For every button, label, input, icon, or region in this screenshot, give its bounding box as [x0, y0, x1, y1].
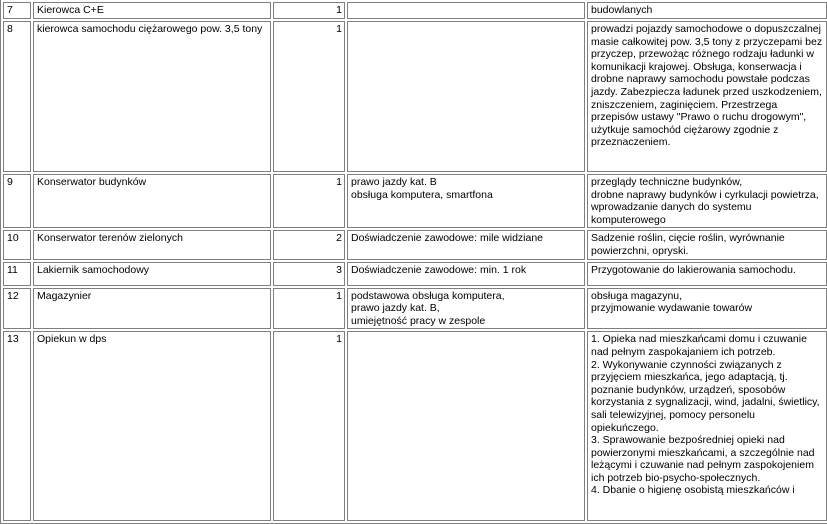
requirements-cell	[347, 230, 585, 259]
description-text: przyjmowanie wydawanie towarów	[591, 302, 753, 315]
requirement-line: Doświadczenie zawodowe: mile widziane	[351, 232, 544, 245]
requirement-line: obsługa komputera, smartfona	[351, 188, 493, 201]
position-name: kierowca samochodu ciężarowego pow. 3,5 tony	[33, 21, 271, 172]
requirements-cell	[347, 2, 585, 19]
description-cell	[587, 21, 827, 172]
description-text: prowadzi pojazdy samochodowe o dopuszczalnej masie całkowitej pow. 3,5 tony z przyczepami bez przyczep, przewożąc różnego rodzaju ładunki w komunikacji krajowej. Obsługa, konserwacja i drobne naprawy samochodu powstałe podczas jazdy. Zabezpiecza ładunek przed uszkodzeniem, zniszczeniem, zaginięciem. Przestrzega przepisów ustawy "Prawo o ruchu drogowym", użytkuje samochód ciężarowy zgodnie z przeznaczeniem.	[591, 23, 823, 149]
description-text: obsługa magazynu,	[591, 289, 683, 302]
position-name: Kierowca C+E	[33, 2, 271, 19]
position-name: Lakiernik samochodowy	[33, 262, 271, 286]
requirements-cell	[347, 21, 585, 172]
description-cell	[587, 230, 827, 259]
requirement-line: umiejętność pracy w zespole	[351, 314, 486, 327]
description-cell	[587, 174, 827, 228]
description-cell	[587, 2, 827, 19]
requirement-line: prawo jazdy kat. B,	[351, 302, 440, 315]
vacancy-count: 3	[273, 262, 345, 286]
table-body	[3, 2, 827, 521]
vacancy-count: 1	[273, 2, 345, 19]
row-number: 12	[3, 288, 31, 330]
requirements-cell	[347, 331, 585, 521]
requirements-cell	[347, 262, 585, 286]
row-number: 11	[3, 262, 31, 286]
vacancy-count: 1	[273, 174, 345, 228]
position-name: Konserwator budynków	[33, 174, 271, 228]
row-number: 9	[3, 174, 31, 228]
table-row	[3, 288, 827, 330]
table-row	[3, 230, 827, 259]
description-text: 3. Sprawowanie bezpośredniej opieki nad powierzonymi mieszkańcami, a szczególnie nad leżącymi i czuwanie nad pełnym zaspokojeniem ich potrzeb bio-psycho-społecznych.	[591, 434, 815, 484]
description-text: Przygotowanie do lakierowania samochodu.	[591, 263, 796, 276]
description-text: 4. Dbanie o higienę osobistą mieszkańców i	[591, 484, 795, 497]
table-row	[3, 174, 827, 228]
description-text: 2. Wykonywanie czynności związanych z przyjęciem mieszkańca, jego adaptacją, tj. poznanie budynków, urządzeń, sposobów korzystania z sygnalizacji, wind, jadalni, świetlicy, sali telewizyjnej, pomocy personelu opiekuńczego.	[591, 358, 820, 434]
description-text: drobne naprawy budynków i cyrkulacji powietrza, wprowadzanie danych do systemu komputerowego	[591, 188, 819, 226]
description-text: 1. Opieka nad mieszkańcami domu i czuwanie nad pełnym zaspokajaniem ich potrzeb.	[591, 333, 807, 358]
requirements-cell	[347, 174, 585, 228]
row-number: 7	[3, 2, 31, 19]
description-cell	[587, 262, 827, 286]
description-text: budowlanych	[591, 4, 653, 16]
description-cell	[587, 331, 827, 521]
position-name: Konserwator terenów zielonych	[33, 230, 271, 259]
requirement-line: prawo jazdy kat. B	[351, 176, 437, 188]
description-cell	[587, 288, 827, 330]
row-number: 8	[3, 21, 31, 172]
vacancy-count: 1	[273, 21, 345, 172]
requirement-line: Doświadczenie zawodowe: min. 1 rok	[351, 263, 527, 276]
table-row	[3, 2, 827, 19]
table-row	[3, 331, 827, 521]
requirement-line: podstawowa obsługa komputera,	[351, 289, 505, 302]
row-number: 13	[3, 331, 31, 521]
table-row	[3, 21, 827, 172]
vacancy-count: 1	[273, 331, 345, 521]
vacancy-count: 1	[273, 288, 345, 330]
description-text: Sadzenie roślin, cięcie roślin, wyrównanie powierzchni, opryski.	[591, 232, 785, 257]
row-number: 10	[3, 230, 31, 259]
requirements-cell	[347, 288, 585, 330]
description-text: przeglądy techniczne budynków,	[591, 176, 743, 188]
position-name: Opiekun w dps	[33, 331, 271, 521]
table-row	[3, 262, 827, 286]
position-name: Magazynier	[33, 288, 271, 330]
vacancy-count: 2	[273, 230, 345, 259]
